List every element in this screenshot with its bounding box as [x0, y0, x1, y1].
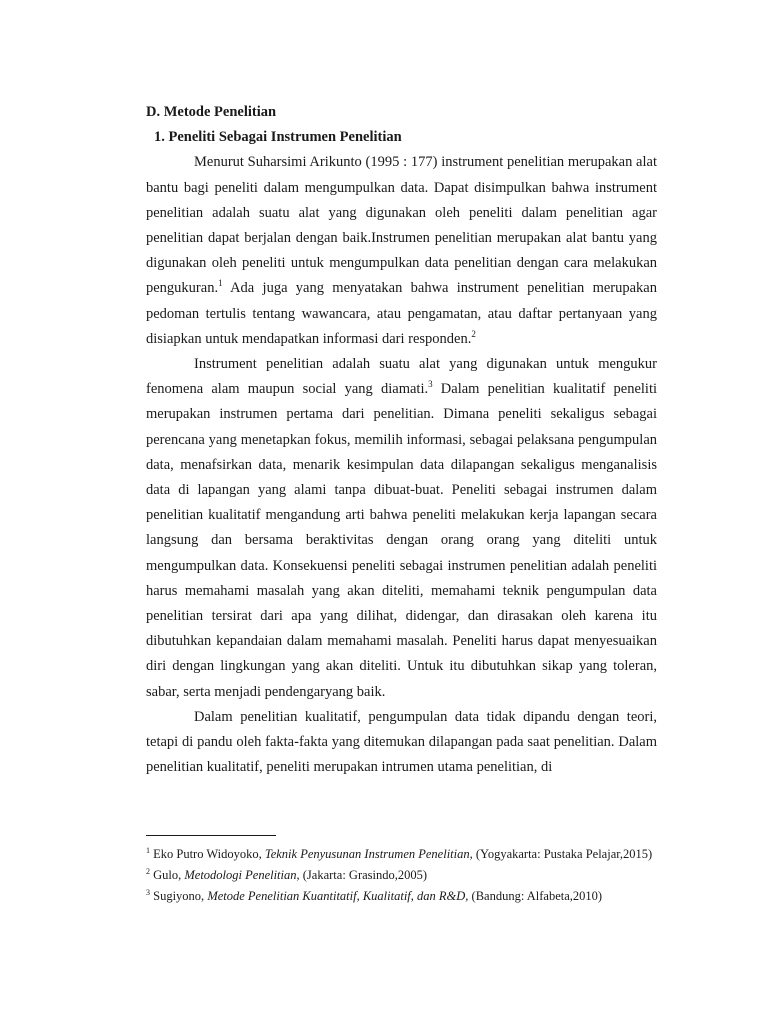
- footnote-separator: [146, 835, 276, 836]
- main-content: [146, 100, 657, 780]
- footnote-reference[interactable]: 3: [428, 379, 433, 390]
- paragraph-text: Menurut Suharsimi Arikunto (1995 : 177) instrument penelitian merupakan alat bantu bagi peneliti dalam mengumpulkan data. Dapat disimpulkan bahwa instrument penelitian adalah suatu alat yang digunakan oleh peneliti dalam penelitian agar penelitian dapat berjalan dengan baik.Instrumen penelitian merupakan alat bantu yang digunakan oleh peneliti untuk mengumpulkan data penelitian dengan cara melakukan pengukuran.: [146, 154, 657, 297]
- footnotes-section: [146, 835, 657, 905]
- body-paragraphs: [146, 150, 657, 780]
- subsection-heading: 1. Peneliti Sebagai Instrumen Penelitian: [154, 129, 402, 146]
- paragraph-text: Ada juga yang menyatakan bahwa instrument penelitian merupakan pedoman tertulis tentang wawancara, atau pengamatan, atau daftar pertanyaan yang disiapkan untuk mendapatkan informasi dari responden.: [146, 280, 657, 347]
- footnote-number: 3: [146, 888, 150, 898]
- footnote-author: Sugiyono,: [150, 889, 208, 904]
- footnote-title: Teknik Penyusunan Instrumen Penelitian,: [264, 847, 473, 862]
- footnote-list: [146, 842, 657, 905]
- body-paragraph: [146, 352, 657, 705]
- section-heading: D. Metode Penelitian: [146, 104, 277, 120]
- body-paragraph: [146, 705, 657, 781]
- footnote: [146, 863, 657, 884]
- body-paragraph: [146, 150, 657, 352]
- footnote-publisher: (Jakarta: Grasindo,2005): [299, 868, 428, 883]
- footnote-title: Metodologi Penelitian,: [184, 868, 300, 883]
- footnote-publisher: (Bandung: Alfabeta,2010): [468, 889, 603, 904]
- footnote-number: 2: [146, 867, 150, 877]
- footnote-reference[interactable]: 2: [471, 329, 476, 339]
- paragraph-text: Dalam penelitian kualitatif, pengumpulan data tidak dipandu dengan teori, tetapi di pandu oleh fakta-fakta yang ditemukan dilapangan pada saat penelitian. Dalam penelitian kualitatif, peneliti merupakan intrumen utama penelitian, di: [146, 708, 657, 776]
- footnote: [146, 884, 657, 905]
- footnote-author: Gulo,: [150, 868, 185, 883]
- footnote-author: Eko Putro Widoyoko,: [150, 847, 265, 862]
- paragraph-text: Dalam penelitian kualitatif peneliti merupakan instrumen pertama dari penelitian. Dimana peneliti sekaligus sebagai perencana yang menetapkan fokus, memilih informasi, sebagai pelaksana pengumpulan data, menafsirkan data, menarik kesimpulan data dilapangan sekaligus menganalisis data di lapangan yang alami tanpa dibuat-buat. Peneliti sebagai instrumen dalam penelitian kualitatif mengandung arti bahwa peneliti melakukan kerja lapangan secara langsung dan bersama beraktivitas dengan orang orang yang diteliti untuk mengumpulkan data. Konsekuensi peneliti sebagai instrumen penelitian adalah peneliti harus memahami masalah yang akan diteliti, memahami teknik pengumpulan data penelitian tersirat dari apa yang dilihat, didengar, dan dirasakan oleh karena itu dibutuhkan kepandaian dalam memahami masalah. Peneliti harus dapat menyesuaikan diri dengan lingkungan yang akan diteliti. Untuk itu dibutuhkan sikap yang toleran, sabar, serta menjadi pendengaryang baik.: [146, 381, 657, 700]
- footnote-title: Metode Penelitian Kuantitatif, Kualitatif, dan R&D,: [207, 889, 469, 904]
- paragraph-text: Instrument penelitian adalah suatu alat yang digunakan untuk mengukur fenomena alam maupun social yang diamati.: [146, 356, 657, 398]
- footnote-publisher: (Yogyakarta: Pustaka Pelajar,2015): [472, 847, 653, 862]
- footnote-number: 1: [146, 846, 150, 855]
- footnote-reference[interactable]: 1: [218, 278, 223, 289]
- footnote: [146, 842, 657, 863]
